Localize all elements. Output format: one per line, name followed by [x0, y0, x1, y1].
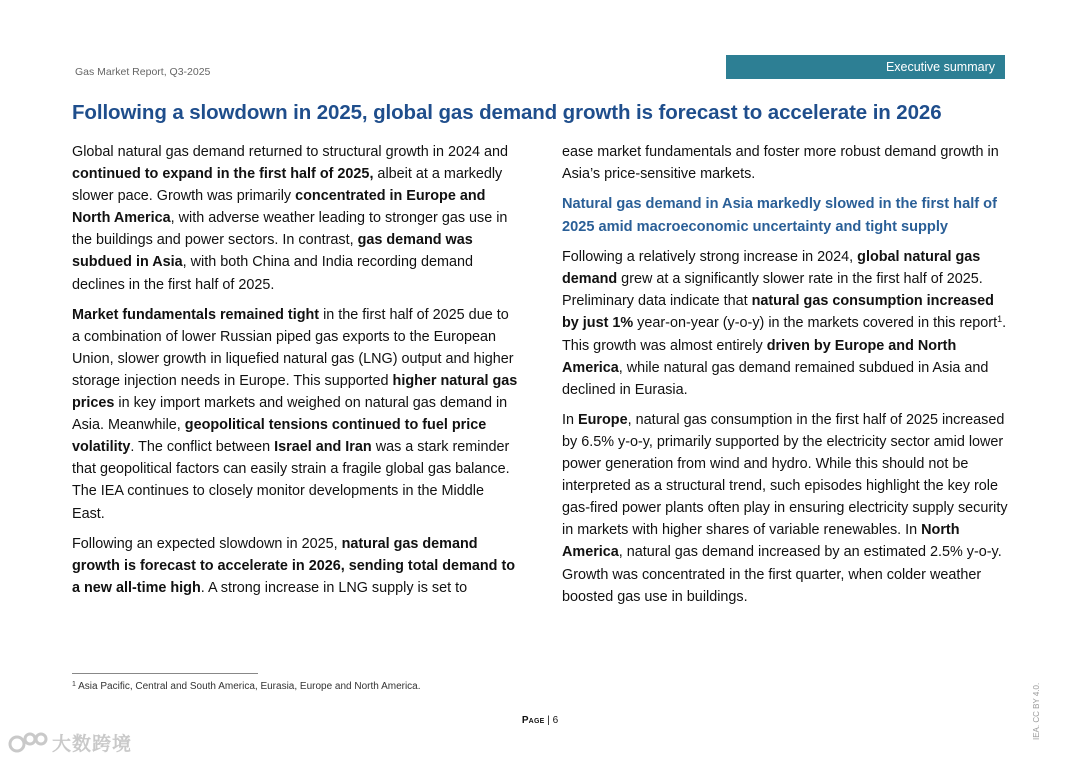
paragraph-market-fundamentals: Market fundamentals remained tight in the first half of 2025 due to a combination of lower Russian piped gas exports to the European Union, slower growth in liquefied natural gas (LNG) output and higher storage injection needs in Europe. This supported higher natural gas prices in key import markets and weighed on natural gas demand in Asia. Meanwhile, geopolitical tensions continued to fuel price volatility. The conflict between Israel and Iran was a stark reminder that geopolitical factors can easily strain a fragile global gas balance. The IEA continues to closely monitor developments in the Middle East.	[72, 306, 518, 522]
paragraph-2026-outlook: Following an expected slowdown in 2025, natural gas demand growth is forecast to accelerate in 2026, sending total demand to a new all-time high. A strong increase in LNG supply is set to	[72, 535, 516, 596]
report-name: Gas Market Report, Q3-2025	[75, 66, 211, 78]
paragraph-global-demand: Following a relatively strong increase in 2024, global natural gas demand grew at a significantly slower rate in the first half of 2025. Preliminary data indicate that natural gas consumption increased by just 1% year-on-year (y-o-y) in the markets covered in this report$^1$. This growth was almost entirely driven by Europe and North America, while natural gas demand remained subdued in Asia and declined in Eurasia.	[562, 249, 1007, 398]
watermark-text: 大数跨境	[52, 734, 133, 755]
watermark	[8, 729, 132, 756]
subheading-asia: Natural gas demand in Asia markedly slowed in the first half of 2025 amid macroeconomic uncertainty and tight supply	[562, 196, 997, 236]
page-title: Following a slowdown in 2025, global gas demand growth is forecast to accelerate in 2026	[72, 101, 942, 124]
footnote-divider	[72, 673, 258, 674]
paragraph-demand-overview: Global natural gas demand returned to structural growth in 2024 and continued to expand in the first half of 2025, albeit at a markedly slower pace. Growth was primarily concentrated in Europe and North America, with adverse weather leading to stronger gas use in the buildings and power sectors. In contrast, gas demand was subdued in Asia, with both China and India recording demand declines in the first half of 2025.	[72, 144, 508, 293]
right-column	[562, 141, 1012, 616]
page-number: Page | 6	[521, 715, 559, 726]
watermark-logo-icon	[8, 730, 48, 756]
footnote-reference[interactable]: 1	[997, 314, 1003, 325]
paragraph-regional-demand: In Europe, natural gas consumption in the first half of 2025 increased by 6.5% y-o-y, primarily supported by the electricity sector amid lower power generation from wind and hydro. While this should not be interpreted as a structural trend, such episodes highlight the key role gas-fired power plants often play in ensuring electricity supply security in markets with higher shares of variable renewables. In North America, natural gas demand increased by an estimated 2.5% y-o-y. Growth was concentrated in the first quarter, when colder weather boosted gas use in buildings.	[562, 411, 1008, 605]
footnote: $^1$ Asia Pacific, Central and South America, Eurasia, Europe and North America.	[72, 681, 421, 692]
section-tab: Executive summary	[726, 55, 1005, 79]
paragraph-continuation: ease market fundamentals and foster more robust demand growth in Asia’s price-sensitive markets.	[562, 144, 999, 183]
license-text: IEA. CC BY 4.0.	[1032, 682, 1041, 740]
left-column	[72, 141, 520, 607]
